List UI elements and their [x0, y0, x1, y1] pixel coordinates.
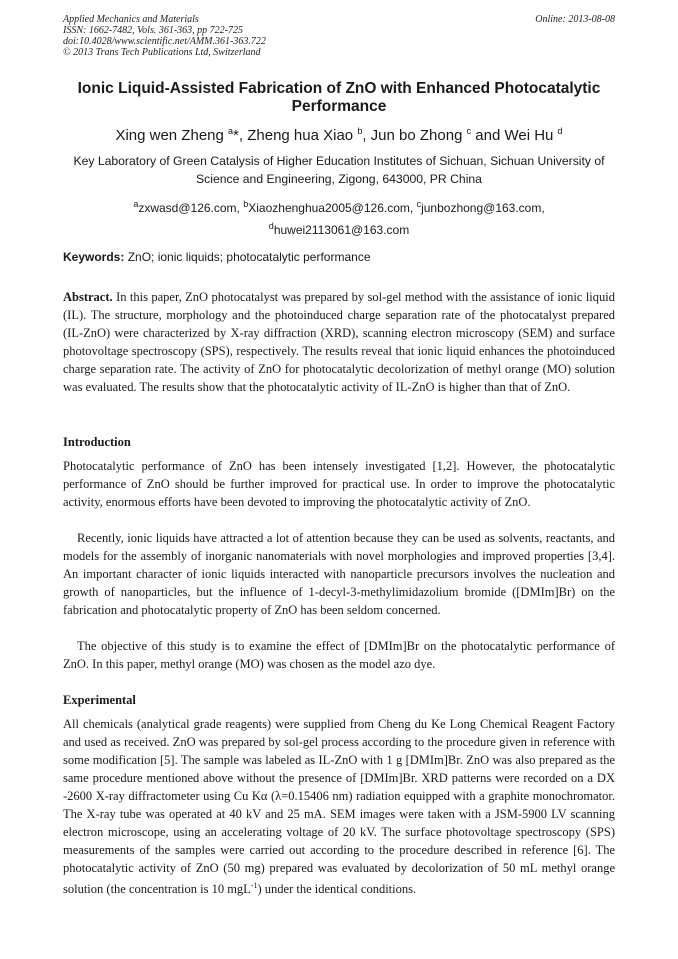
experimental-text: All chemicals (analytical grade reagents) were supplied from Cheng du Ke Long Chemical Reagent Factory and used as received. ZnO was prepared by sol-gel process according to the procedure given in reference with some modification [5]. The sample was labeled as IL-ZnO with 1 g [DMIm]Br. ZnO was also prepared as the same procedure mentioned above without the presence of [DMIm]Br. XRD patterns were recorded on a DX -2600 X-ray diffractometer using Cu Kα (λ=0.15406 nm) radiation equipped with a graphite monochromator. The X-ray tube was operated at 40 kV and 25 mA. SEM images were taken with a JSM-5900 LV scanning electron microscope, using an accelerating voltage of 20 kV. The surface photovoltage spectroscopy (SPS) measurements of the samples were carried out according to the procedure described in reference [6]. The photocatalytic activity of ZnO (50 mg) prepared was evaluated by decolorization of 50 mL methyl orange solution (the concentration is 10 mgL — [63, 717, 615, 897]
journal-name: Applied Mechanics and Materials — [63, 14, 199, 25]
introduction-heading: Introduction — [63, 435, 131, 449]
abstract — [63, 288, 615, 396]
author-separator: , — [362, 127, 371, 144]
journal-header — [63, 14, 615, 58]
doi-line: doi:10.4028/www.scientific.net/AMM.361-363.722 — [63, 36, 266, 47]
email-link[interactable]: huwei2113061@163.com — [273, 223, 410, 237]
author-separator: and — [471, 127, 505, 144]
experimental-heading: Experimental — [63, 693, 136, 707]
copyright-line: © 2013 Trans Tech Publications Ltd, Switzerland — [63, 47, 261, 58]
author-affil-mark: b — [357, 126, 363, 136]
intro-paragraph-3: The objective of this study is to examine the effect of [DMIm]Br on the photocatalytic performance of ZnO. In this paper, methyl orange (MO) was chosen as the model azo dye. — [63, 639, 615, 671]
author-name: Wei Hu — [504, 127, 554, 144]
corresponding-mark: * — [233, 127, 239, 144]
abstract-text: In this paper, ZnO photocatalyst was prepared by sol-gel method with the assistance of ionic liquid (IL). The structure, morphology and the photoinduced charge separation rate of the photocatalyst prepared (IL-ZnO) were characterized by X-ray diffraction (XRD), scanning electron microscopy (SEM) and surface photovoltage spectroscopy (SPS), respectively. The results reveal that ionic liquid enhances the photoinduced charge separation rate. The activity of ZnO for photocatalytic decolorization of methyl orange (MO) solution was evaluated. The results show that the photocatalytic activity of IL-ZnO is higher than that of ZnO. — [63, 290, 615, 394]
online-date: Online: 2013-08-08 — [535, 14, 615, 25]
email-link[interactable]: zxwasd@126.com, — [138, 201, 240, 215]
affiliation: Key Laboratory of Green Catalysis of Higher Education Institutes of Sichuan, Sichuan University of Science and Engineering, Zigong, 643000, PR China — [73, 154, 605, 186]
email-link[interactable]: Xiaozhenghua2005@126.com, — [248, 201, 414, 215]
abstract-label: Abstract. — [63, 290, 113, 304]
author-affil-mark: c — [466, 126, 472, 136]
author-affil-mark: d — [557, 126, 563, 136]
issn-line: ISSN: 1662-7482, Vols. 361-363, pp 722-725 — [63, 25, 243, 36]
keywords — [63, 249, 615, 265]
author-name: Zheng hua Xiao — [247, 127, 354, 144]
email-link[interactable]: junbozhong@163.com, — [421, 201, 545, 215]
paper-title: Ionic Liquid-Assisted Fabrication of ZnO with Enhanced Photocatalytic Performance — [77, 80, 601, 115]
author-affil-mark: a — [228, 126, 234, 136]
unit-superscript: -1 — [250, 881, 258, 890]
intro-paragraph-2: Recently, ionic liquids have attracted a lot of attention because they can be used as solvents, reactants, and models for the assembly of inorganic nanomaterials with novel morphologies and improved properties [3,4]. An important character of ionic liquids interacted with nanoparticle precursors involves the nucleation and growth of nanoparticles, but the influence of 1-decyl-3-methylimidazolium bromide ([DMIm]Br) on the fabrication and photocatalytic property of ZnO has been seldom concerned. — [63, 531, 615, 617]
experimental-text-end: ) under the identical conditions. — [257, 882, 417, 897]
email-list: $^a$zxwasd@126.com, $^b$Xiaozhenghua2005@126.com, $^c$junbozhong@163.com, $^d$huwei2113061@163.com — [133, 199, 545, 237]
intro-paragraph-1: Photocatalytic performance of ZnO has been intensely investigated [1,2]. However, the photocatalytic performance of ZnO should be further improved for practical use. In order to improve the photocatalytic activity, enormous efforts have been devoted to improving the photocatalytic activity of ZnO. — [63, 459, 615, 509]
author-separator: , — [238, 127, 248, 144]
author-name: Jun bo Zhong — [370, 127, 463, 144]
author-list — [40, 122, 638, 145]
keywords-label: Keywords: — [63, 250, 125, 264]
experimental-paragraph — [63, 715, 615, 898]
keywords-text: ZnO; ionic liquids; photocatalytic performance — [127, 250, 371, 264]
author-name: Xing wen Zheng — [115, 127, 224, 144]
